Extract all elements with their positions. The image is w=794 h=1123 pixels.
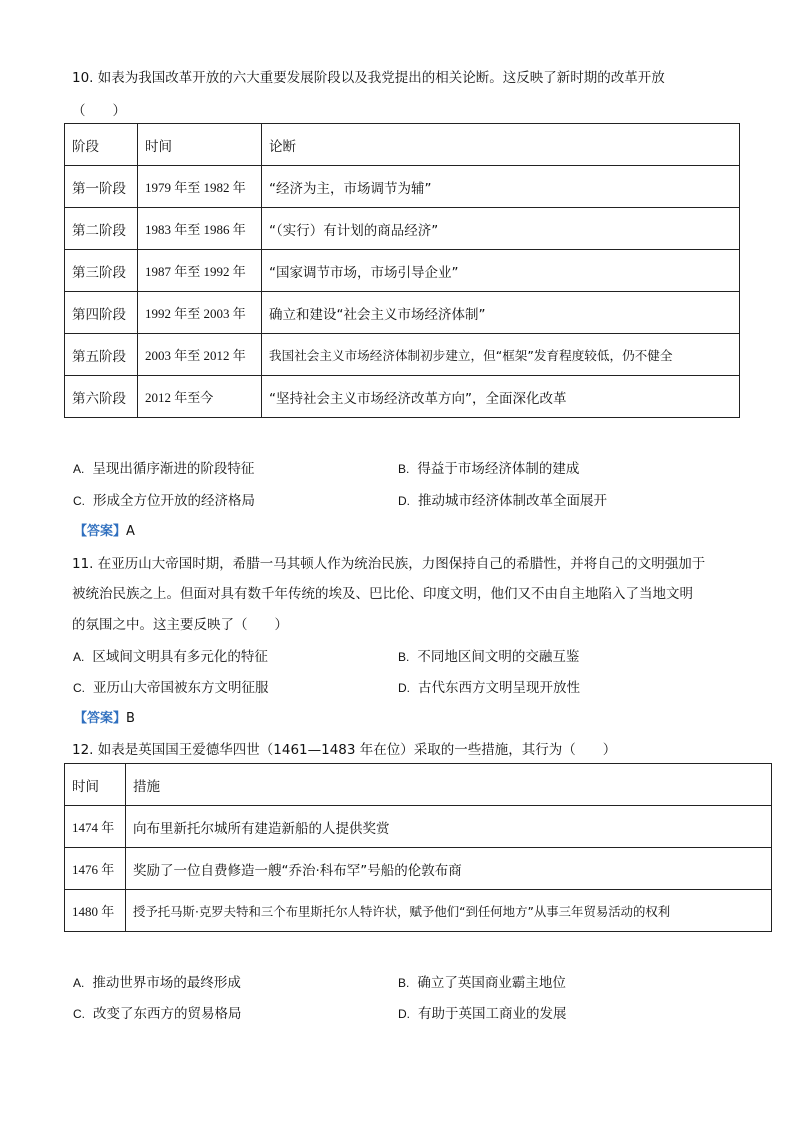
q10-cell-time: 1979 年至 1982 年 <box>138 166 262 208</box>
q11-stem-line3: 的氛围之中。这主要反映了（ ） <box>72 617 288 633</box>
q10-cell-time: 2012 年至今 <box>138 376 262 418</box>
q11-answer <box>74 707 135 726</box>
option-letter: B. <box>398 650 410 664</box>
answer-value: A <box>126 524 135 539</box>
option-text: 有助于英国工商业的发展 <box>418 1006 567 1022</box>
q11-option-d[interactable] <box>398 676 580 696</box>
table-row <box>65 376 740 418</box>
option-text: 改变了东西方的贸易格局 <box>93 1006 242 1022</box>
option-text: 古代东西方文明呈现开放性 <box>418 680 580 696</box>
q10-option-c[interactable] <box>73 489 255 509</box>
q10-cell-thesis: “（实行）有计划的商品经济” <box>262 208 740 250</box>
q10-cell-time: 2003 年至 2012 年 <box>138 334 262 376</box>
q12-header-time: 时间 <box>65 764 126 806</box>
option-letter: A. <box>73 462 85 476</box>
table-row <box>65 292 740 334</box>
option-letter: D. <box>398 1007 410 1021</box>
option-text: 确立了英国商业霸主地位 <box>417 975 566 991</box>
q12-option-b[interactable] <box>398 971 566 991</box>
table-row <box>65 848 772 890</box>
q12-cell-time: 1476 年 <box>65 848 126 890</box>
q10-cell-stage: 第一阶段 <box>65 166 138 208</box>
q10-cell-stage: 第六阶段 <box>65 376 138 418</box>
q10-cell-thesis: “经济为主，市场调节为辅” <box>262 166 740 208</box>
option-letter: C. <box>73 494 85 508</box>
option-letter: A. <box>73 650 85 664</box>
q10-cell-thesis: “国家调节市场，市场引导企业” <box>262 250 740 292</box>
q12-header-measure: 措施 <box>126 764 772 806</box>
answer-tag: 【答案】 <box>74 711 127 726</box>
answer-value: B <box>126 711 135 726</box>
table-row <box>65 250 740 292</box>
q12-cell-time: 1474 年 <box>65 806 126 848</box>
option-letter: D. <box>398 681 410 695</box>
q10-option-d[interactable] <box>398 489 607 509</box>
option-letter: C. <box>73 1007 85 1021</box>
option-text: 得益于市场经济体制的建成 <box>417 461 580 477</box>
q10-cell-thesis: “坚持社会主义市场经济改革方向”，全面深化改革 <box>262 376 740 418</box>
q11-option-a[interactable] <box>73 645 268 665</box>
q11-option-c[interactable] <box>73 676 269 696</box>
option-letter: A. <box>73 976 85 990</box>
q10-option-b[interactable] <box>398 457 579 477</box>
q10-header-stage: 阶段 <box>65 124 138 166</box>
q12-cell-measure: 向布里新托尔城所有建造新船的人提供奖赏 <box>126 806 772 848</box>
q12-table <box>64 763 772 932</box>
answer-tag: 【答案】 <box>74 524 127 539</box>
q10-cell-thesis: 确立和建设“社会主义市场经济体制” <box>262 292 740 334</box>
q11-option-b[interactable] <box>398 645 579 665</box>
table-row <box>65 890 772 932</box>
option-letter: B. <box>398 462 410 476</box>
option-text: 形成全方位开放的经济格局 <box>93 493 255 509</box>
q12-stem-line1: 12. 如表是英国国王爱德华四世（1461—1483 年在位）采取的一些措施，其行为（ ） <box>72 742 617 758</box>
option-text: 推动城市经济体制改革全面展开 <box>418 493 607 509</box>
table-row <box>65 166 740 208</box>
q10-cell-thesis: 我国社会主义市场经济体制初步建立，但“框架”发育程度较低，仍不健全 <box>262 334 740 376</box>
q10-cell-time: 1992 年至 2003 年 <box>138 292 262 334</box>
option-letter: B. <box>398 976 410 990</box>
option-letter: C. <box>73 681 85 695</box>
q10-cell-stage: 第五阶段 <box>65 334 138 376</box>
option-text: 亚历山大帝国被东方文明征服 <box>93 680 269 696</box>
option-text: 呈现出循序渐进的阶段特征 <box>92 461 255 477</box>
q10-table <box>64 123 740 418</box>
q10-header-time: 时间 <box>138 124 262 166</box>
q12-cell-measure: 授予托马斯·克罗夫特和三个布里斯托尔人特许状，赋予他们“到任何地方”从事三年贸易活动的权利 <box>126 890 772 932</box>
q10-table-header <box>65 124 740 166</box>
q10-answer <box>74 520 135 539</box>
q10-cell-time: 1987 年至 1992 年 <box>138 250 262 292</box>
q11-stem-line2: 被统治民族之上。但面对具有数千年传统的埃及、巴比伦、印度文明，他们又不由自主地陷入了当地文明 <box>72 586 693 602</box>
q10-stem-line1: 10. 如表为我国改革开放的六大重要发展阶段以及我党提出的相关论断。这反映了新时期的改革开放 <box>72 70 665 86</box>
q12-option-d[interactable] <box>398 1002 567 1022</box>
table-row <box>65 806 772 848</box>
q12-cell-measure: 奖励了一位自费修造一艘“乔治·科布罕”号船的伦敦布商 <box>126 848 772 890</box>
table-row <box>65 208 740 250</box>
option-text: 不同地区间文明的交融互鉴 <box>417 649 580 665</box>
option-text: 区域间文明具有多元化的特征 <box>92 649 268 665</box>
option-text: 推动世界市场的最终形成 <box>92 975 241 991</box>
q11-stem-line1: 11. 在亚历山大帝国时期，希腊一马其顿人作为统治民族，力图保持自己的希腊性，并将自己的文明强加于 <box>72 556 706 572</box>
q10-cell-time: 1983 年至 1986 年 <box>138 208 262 250</box>
q10-cell-stage: 第三阶段 <box>65 250 138 292</box>
q12-option-a[interactable] <box>73 971 241 991</box>
table-row <box>65 334 740 376</box>
q12-cell-time: 1480 年 <box>65 890 126 932</box>
q10-cell-stage: 第四阶段 <box>65 292 138 334</box>
q10-header-thesis: 论断 <box>262 124 740 166</box>
q10-option-a[interactable] <box>73 457 254 477</box>
option-letter: D. <box>398 494 410 508</box>
q12-option-c[interactable] <box>73 1002 242 1022</box>
q12-table-header <box>65 764 772 806</box>
q10-cell-stage: 第二阶段 <box>65 208 138 250</box>
q10-answer-blank: （ ） <box>72 103 126 119</box>
